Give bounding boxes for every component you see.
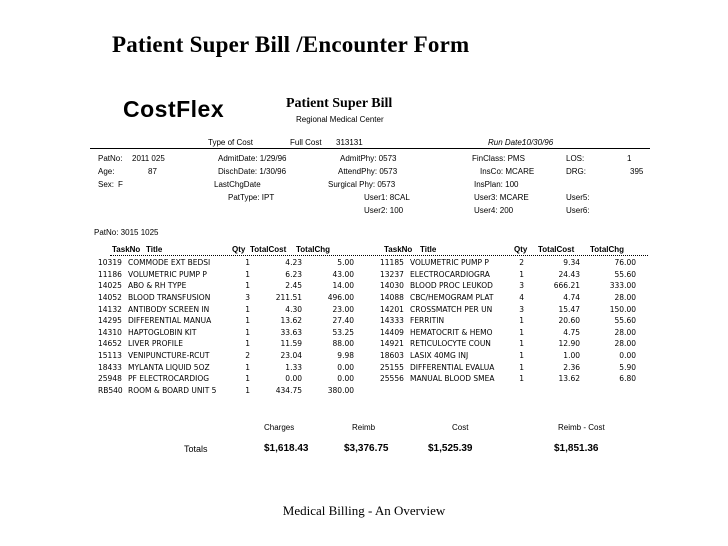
left-qty-cell: 2 [245,351,250,361]
left-total-chg-cell: 14.00 [332,281,354,291]
right-qty-cell: 1 [519,339,524,349]
table-row [98,269,354,281]
left-title-cell: ANTIBODY SCREEN IN [128,304,210,314]
table-row [380,303,636,315]
right-total-chg-cell: 6.80 [619,374,636,384]
col-qty-left: Qty [232,245,246,254]
left-total-chg-cell: 88.00 [332,339,354,349]
right-total-chg-cell: 55.60 [614,316,636,326]
reimb-cost-label: Reimb - Cost [558,423,605,432]
left-qty-cell: 1 [245,385,250,395]
left-total-cost-cell: 1.33 [285,362,302,372]
left-qty-cell: 1 [245,374,250,384]
left-taskno-cell: RB540 [98,385,123,395]
table-row [380,292,636,304]
right-qty-cell: 1 [519,362,524,372]
left-taskno-cell: 14295 [98,316,122,326]
right-title-cell: MANUAL BLOOD SMEA [410,374,495,384]
right-taskno-cell: 18603 [380,351,404,361]
totals-label: Totals [184,444,208,454]
fin-class: FinClass: PMS [472,154,525,163]
total-cost: $1,525.39 [428,443,473,454]
left-total-cost-cell: 0.00 [285,374,302,384]
right-total-cost-cell: 24.43 [558,269,580,279]
right-title-cell: CBC/HEMOGRAM PLAT [410,293,494,303]
age-label: Age: [98,167,115,176]
right-title-cell: VOLUMETRIC PUMP P [410,258,489,268]
slide-title: Patient Super Bill /Encounter Form [112,32,470,57]
left-qty-cell: 1 [245,316,250,326]
left-total-chg-cell: 53.25 [332,327,354,337]
right-title-cell: BLOOD PROC LEUKOD [410,281,493,291]
left-taskno-cell: 15113 [98,351,122,361]
superbill-form [90,88,650,468]
total-reimb: $3,376.75 [344,443,389,454]
ins-co: InsCo: MCARE [480,167,535,176]
table-row [98,361,354,373]
table-row [98,292,354,304]
patno-value: 2011 025 [132,154,165,163]
full-cost-label: Full Cost [290,138,322,147]
col-totalchg-left: TotalChg [296,245,331,254]
right-title-cell: RETICULOCYTE COUN [410,339,491,349]
form-title: Patient Super Bill [286,96,393,111]
left-title-cell: ABO & RH TYPE [128,281,187,291]
right-qty-cell: 1 [519,269,524,279]
col-totalcost-right: TotalCost [538,245,575,254]
right-taskno-cell: 14201 [380,304,404,314]
right-qty-cell: 1 [519,351,524,361]
table-row [98,280,354,292]
right-taskno-cell: 14409 [380,327,404,337]
header-rule [110,255,648,256]
right-qty-cell: 3 [519,281,524,291]
patno-label: PatNo: [98,154,123,163]
left-qty-cell: 1 [245,339,250,349]
left-title-cell: BLOOD TRANSFUSION [128,293,211,303]
right-total-cost-cell: 9.34 [563,258,580,268]
left-taskno-cell: 25948 [98,374,122,384]
user3: User3: MCARE [474,193,529,202]
slide-footer: Medical Billing - An Overview [282,503,446,518]
left-qty-cell: 1 [245,269,250,279]
table-row [380,350,636,362]
right-total-cost-cell: 15.47 [558,304,580,314]
right-total-cost-cell: 20.60 [558,316,580,326]
table-row [98,315,354,327]
left-qty-cell: 1 [245,327,250,337]
right-total-chg-cell: 55.60 [614,269,636,279]
col-qty-right: Qty [514,245,528,254]
right-total-cost-cell: 2.36 [563,362,580,372]
los-value: 1 [627,154,632,163]
sex-value: F [118,180,123,189]
left-charges-table [98,257,354,396]
right-title-cell: ELECTROCARDIOGRA [410,269,490,279]
right-total-cost-cell: 12.90 [558,339,580,349]
left-total-chg-cell: 0.00 [337,374,354,384]
cost-label: Cost [452,423,469,432]
col-totalchg-right: TotalChg [590,245,625,254]
table-row [380,315,636,327]
age-value: 87 [148,167,157,176]
left-total-cost-cell: 4.30 [285,304,302,314]
right-qty-cell: 2 [519,258,524,268]
right-total-cost-cell: 666.21 [553,281,580,291]
user1: User1: 8CAL [364,193,410,202]
right-total-chg-cell: 28.00 [614,327,636,337]
right-qty-cell: 1 [519,374,524,384]
charges-label: Charges [264,423,295,432]
form-subtitle: Regional Medical Center [296,115,384,124]
table-row [98,373,354,385]
right-total-cost-cell: 4.74 [563,293,580,303]
last-chg-date: LastChgDate [214,180,261,189]
right-total-chg-cell: 150.00 [609,304,636,314]
total-charges: $1,618.43 [264,443,309,454]
right-qty-cell: 1 [519,327,524,337]
user6: User6: [566,206,590,215]
left-title-cell: VOLUMETRIC PUMP P [128,269,207,279]
left-title-cell: MYLANTA LIQUID 5OZ [128,362,210,372]
right-title-cell: FERRITIN [410,316,445,326]
full-cost-value: 313131 [336,138,363,147]
right-total-chg-cell: 28.00 [614,293,636,303]
sex-label: Sex: [98,180,115,189]
right-taskno-cell: 13237 [380,269,404,279]
pat-type: PatType: IPT [228,193,275,202]
left-total-chg-cell: 43.00 [332,269,354,279]
table-row [380,257,636,269]
table-row [380,327,636,339]
left-total-chg-cell: 0.00 [337,362,354,372]
left-total-cost-cell: 13.62 [280,316,302,326]
right-taskno-cell: 14088 [380,293,404,303]
los-label: LOS: [566,154,585,163]
left-title-cell: COMMODE EXT BEDSI [128,258,211,268]
surgical-phy: Surgical Phy: 0573 [328,180,396,189]
right-taskno-cell: 11185 [380,258,404,268]
table-row [380,338,636,350]
left-qty-cell: 1 [245,304,250,314]
patno-line: PatNo: 3015 1025 [94,228,159,237]
right-qty-cell: 1 [519,316,524,326]
user4: User4: 200 [474,206,514,215]
user5: User5: [566,193,590,202]
left-total-cost-cell: 33.63 [280,327,302,337]
left-taskno-cell: 11186 [98,269,122,279]
left-title-cell: HAPTOGLOBIN KIT [128,327,197,337]
table-row [98,327,354,339]
disch-date: DischDate: 1/30/96 [218,167,287,176]
total-reimb-cost: $1,851.36 [554,443,599,454]
col-taskno-left: TaskNo [112,245,141,254]
left-title-cell: PF ELECTROCARDIOG [128,374,210,384]
right-total-chg-cell: 0.00 [619,351,636,361]
admit-date: AdmitDate: 1/29/96 [218,154,287,163]
table-row [98,257,354,269]
run-date-value: 10/30/96 [522,138,554,147]
left-qty-cell: 3 [245,293,250,303]
right-taskno-cell: 14333 [380,316,404,326]
left-taskno-cell: 14132 [98,304,122,314]
left-qty-cell: 1 [245,362,250,372]
table-row [380,373,636,385]
ins-plan: InsPlan: 100 [474,180,519,189]
divider-top [90,148,650,149]
left-taskno-cell: 14310 [98,327,122,337]
right-taskno-cell: 25155 [380,362,404,372]
right-title-cell: HEMATOCRIT & HEMO [410,327,493,337]
col-title-left: Title [146,245,163,254]
table-row [380,269,636,281]
right-total-cost-cell: 1.00 [563,351,580,361]
left-total-cost-cell: 4.23 [285,258,302,268]
right-qty-cell: 4 [519,293,524,303]
run-date-label: Run Date: [488,138,525,147]
table-row [98,338,354,350]
right-total-chg-cell: 5.90 [619,362,636,372]
left-taskno-cell: 10319 [98,258,122,268]
col-taskno-right: TaskNo [384,245,413,254]
right-title-cell: CROSSMATCH PER UN [410,304,493,314]
attend-phy: AttendPhy: 0573 [338,167,398,176]
reimb-label: Reimb [352,423,376,432]
left-title-cell: LIVER PROFILE [128,339,183,349]
left-total-chg-cell: 380.00 [327,385,354,395]
left-total-cost-cell: 23.04 [280,351,302,361]
costflex-logo: CostFlex [123,96,225,122]
table-row [380,361,636,373]
left-taskno-cell: 18433 [98,362,122,372]
col-title-right: Title [420,245,437,254]
left-total-cost-cell: 11.59 [280,339,302,349]
right-taskno-cell: 14030 [380,281,404,291]
right-title-cell: DIFFERENTIAL EVALUA [410,362,495,372]
left-qty-cell: 1 [245,281,250,291]
left-title-cell: ROOM & BOARD UNIT 5 [128,385,217,395]
left-taskno-cell: 14052 [98,293,122,303]
type-of-cost-label: Type of Cost [208,138,253,147]
right-total-chg-cell: 28.00 [614,339,636,349]
left-qty-cell: 1 [245,258,250,268]
right-taskno-cell: 14921 [380,339,404,349]
left-total-chg-cell: 23.00 [332,304,354,314]
left-title-cell: VENIPUNCTURE-RCUT [128,351,210,361]
right-total-chg-cell: 76.00 [614,258,636,268]
col-totalcost-left: TotalCost [250,245,287,254]
right-charges-table [380,257,636,385]
table-row [98,350,354,362]
table-row [380,280,636,292]
right-total-cost-cell: 13.62 [558,374,580,384]
admit-phy: AdmitPhy: 0573 [340,154,397,163]
table-row [98,385,354,397]
right-total-cost-cell: 4.75 [563,327,580,337]
user2: User2: 100 [364,206,404,215]
left-total-chg-cell: 27.40 [332,316,354,326]
left-taskno-cell: 14652 [98,339,122,349]
left-total-cost-cell: 211.51 [275,293,302,303]
right-qty-cell: 3 [519,304,524,314]
left-total-chg-cell: 9.98 [337,351,354,361]
right-taskno-cell: 25556 [380,374,404,384]
left-total-chg-cell: 5.00 [337,258,354,268]
right-total-chg-cell: 333.00 [609,281,636,291]
right-title-cell: LASIX 40MG INJ [410,351,469,361]
drg-value: 395 [630,167,644,176]
left-total-cost-cell: 2.45 [285,281,302,291]
left-taskno-cell: 14025 [98,281,122,291]
left-total-cost-cell: 6.23 [285,269,302,279]
table-row [98,303,354,315]
drg-label: DRG: [566,167,586,176]
left-title-cell: DIFFERENTIAL MANUA [128,316,212,326]
left-total-cost-cell: 434.75 [275,385,302,395]
left-total-chg-cell: 496.00 [327,293,354,303]
